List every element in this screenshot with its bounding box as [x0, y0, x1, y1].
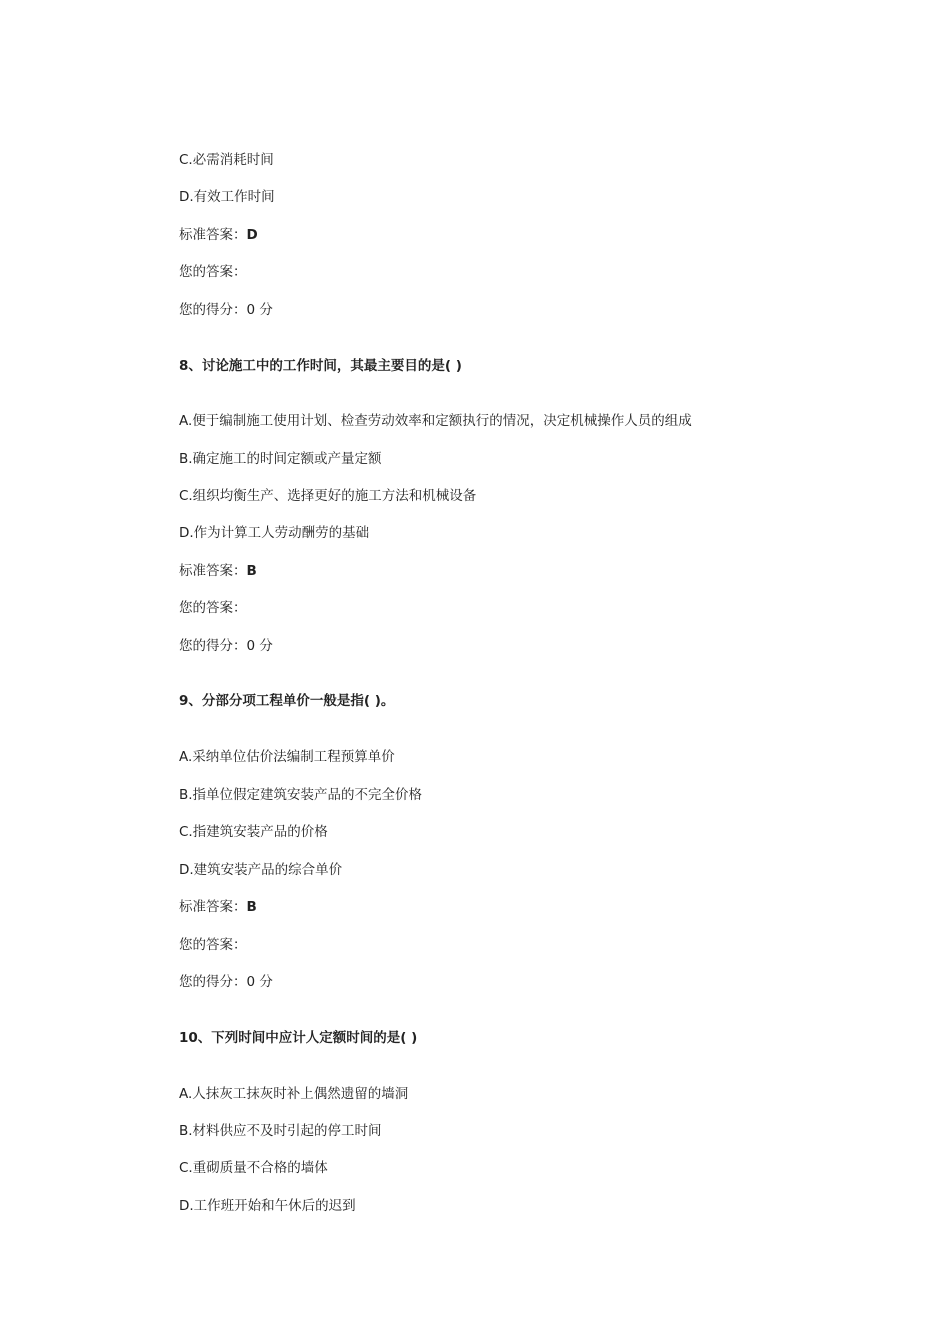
standard-answer-label: 标准答案：	[179, 563, 247, 579]
q8-option-a: A.便于编制施工使用计划、检查劳动效率和定额执行的情况，决定机械操作人员的组成	[179, 413, 692, 429]
q10-option-d: D.工作班开始和午休后的迟到	[179, 1198, 356, 1214]
standard-answer-value: D	[246, 227, 258, 243]
your-score-label: 您的得分：	[179, 974, 247, 990]
q7-standard-answer	[179, 226, 258, 244]
q9-option-c: C.指建筑安装产品的价格	[179, 824, 328, 840]
standard-answer-value: B	[246, 563, 257, 579]
q8-standard-answer	[179, 562, 257, 580]
q9-your-score	[179, 973, 273, 991]
standard-answer-label: 标准答案：	[179, 227, 247, 243]
q8-your-score	[179, 637, 273, 655]
q10-title: 10、下列时间中应计人定额时间的是( )	[179, 1030, 418, 1046]
q10-option-c: C.重砌质量不合格的墙体	[179, 1160, 328, 1176]
your-score-value: 0 分	[246, 638, 273, 654]
your-score-value: 0 分	[246, 974, 273, 990]
q9-standard-answer	[179, 898, 257, 916]
q9-option-a: A.采纳单位估价法编制工程预算单价	[179, 749, 395, 765]
q7-option-c: C.必需消耗时间	[179, 152, 274, 168]
q8-option-d: D.作为计算工人劳动酬劳的基础	[179, 525, 370, 541]
your-score-label: 您的得分：	[179, 302, 247, 318]
q9-option-d: D.建筑安装产品的综合单价	[179, 862, 343, 878]
standard-answer-label: 标准答案：	[179, 899, 247, 915]
q10-option-b: B.材料供应不及时引起的停工时间	[179, 1123, 382, 1139]
your-score-value: 0 分	[246, 302, 273, 318]
q9-option-b: B.指单位假定建筑安装产品的不完全价格	[179, 787, 423, 803]
q9-your-answer: 您的答案：	[179, 937, 247, 953]
q7-your-answer: 您的答案：	[179, 264, 247, 280]
q8-title: 8、讨论施工中的工作时间，其最主要目的是( )	[179, 358, 462, 374]
q9-title: 9、分部分项工程单价一般是指( )。	[179, 693, 395, 709]
q8-option-c: C.组织均衡生产、选择更好的施工方法和机械设备	[179, 488, 477, 504]
q7-your-score	[179, 301, 273, 319]
q8-your-answer: 您的答案：	[179, 600, 247, 616]
q10-option-a: A.人抹灰工抹灰时补上偶然遗留的墙洞	[179, 1086, 409, 1102]
q8-option-b: B.确定施工的时间定额或产量定额	[179, 451, 382, 467]
q7-option-d: D.有效工作时间	[179, 189, 275, 205]
your-score-label: 您的得分：	[179, 638, 247, 654]
standard-answer-value: B	[246, 899, 257, 915]
